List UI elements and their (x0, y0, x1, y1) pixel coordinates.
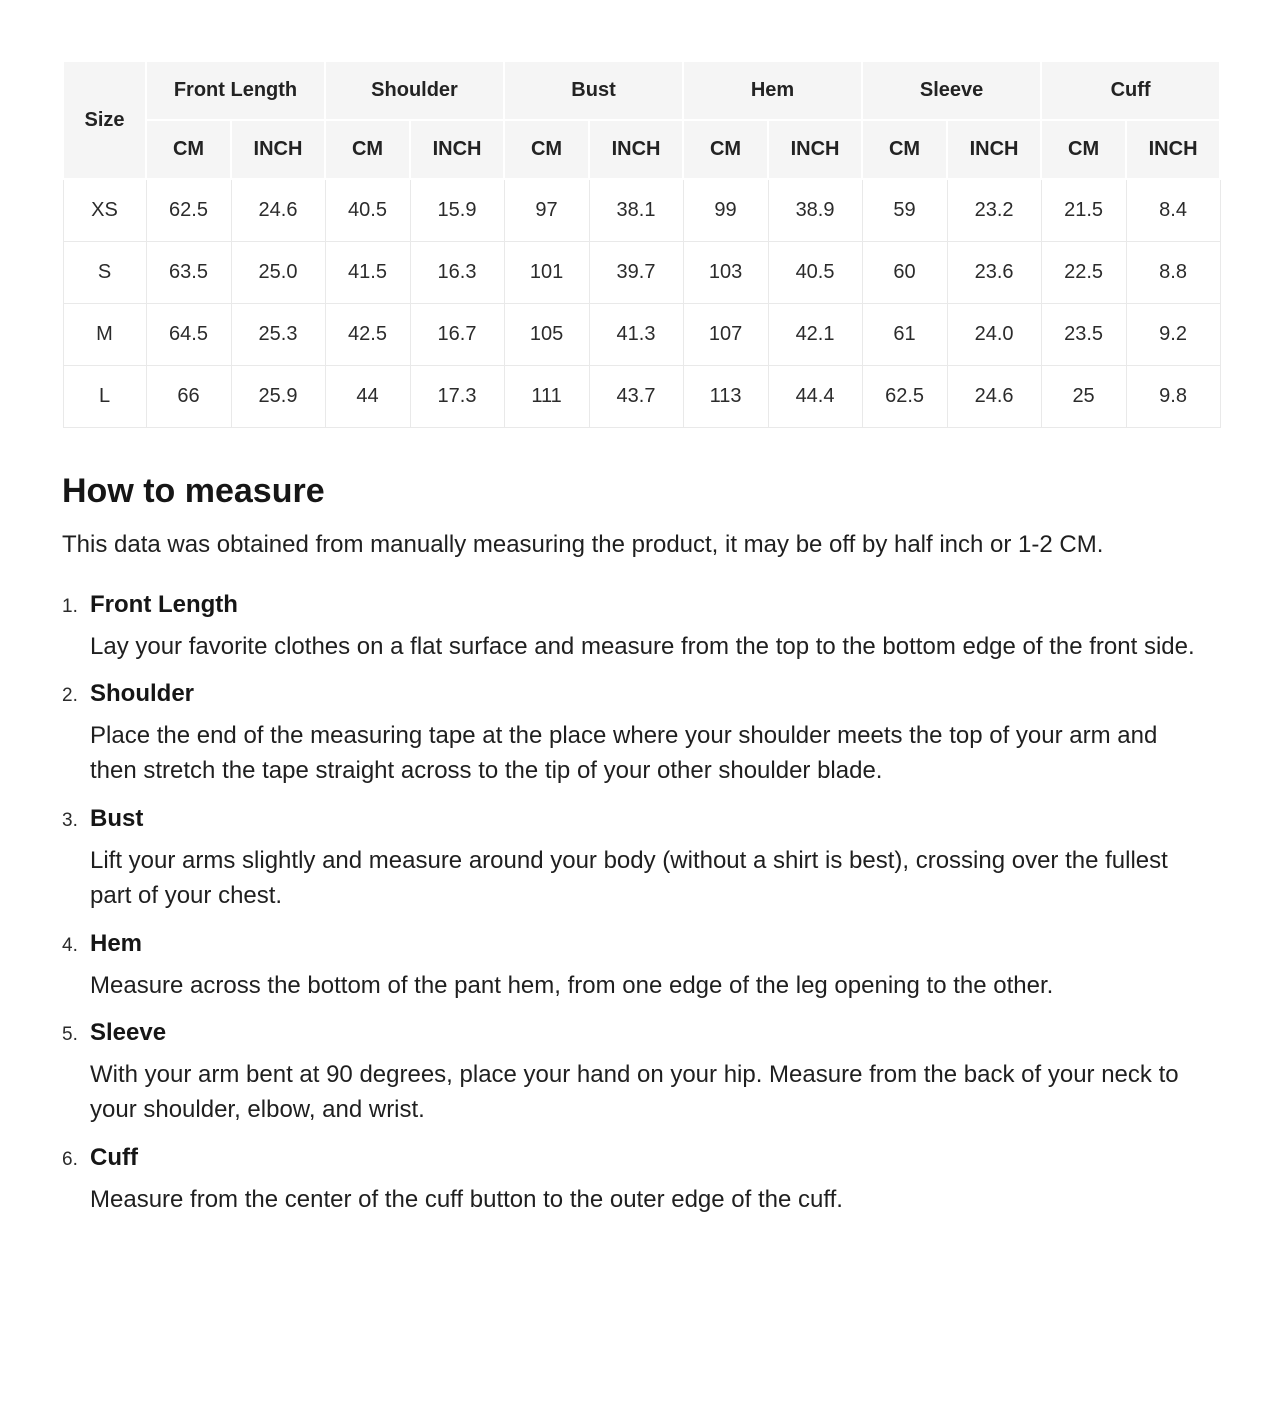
data-cell: 23.6 (947, 242, 1041, 304)
data-cell: 101 (504, 242, 589, 304)
step-header (62, 680, 1219, 708)
size-label-cell: XS (63, 179, 146, 242)
data-cell: 64.5 (146, 304, 231, 366)
size-chart-table (62, 60, 1221, 428)
unit-header-cm: CM (146, 120, 231, 179)
unit-header-cm: CM (504, 120, 589, 179)
unit-header-cm: CM (1041, 120, 1126, 179)
data-cell: 9.2 (1126, 304, 1220, 366)
measure-step-front-length (62, 591, 1219, 665)
size-label-cell: M (63, 304, 146, 366)
measure-step-cuff (62, 1144, 1219, 1218)
data-cell: 24.6 (947, 366, 1041, 428)
measure-intro-text: This data was obtained from manually measuring the product, it may be off by half inch or 1-2 CM. (62, 531, 1104, 558)
data-cell: 62.5 (146, 179, 231, 242)
data-cell: 22.5 (1041, 242, 1126, 304)
table-row (63, 179, 1220, 242)
data-cell: 8.8 (1126, 242, 1220, 304)
data-cell: 111 (504, 366, 589, 428)
group-header-sleeve: Sleeve (862, 61, 1041, 120)
data-cell: 38.9 (768, 179, 862, 242)
data-cell: 103 (683, 242, 768, 304)
data-cell: 38.1 (589, 179, 683, 242)
data-cell: 16.7 (410, 304, 504, 366)
data-cell: 59 (862, 179, 947, 242)
step-header (62, 805, 1219, 833)
size-label-cell: S (63, 242, 146, 304)
unit-header-inch: INCH (589, 120, 683, 179)
step-title: Bust (90, 804, 144, 832)
data-cell: 21.5 (1041, 179, 1126, 242)
step-number: 4. (62, 934, 78, 956)
data-cell: 63.5 (146, 242, 231, 304)
measure-step-shoulder (62, 680, 1219, 789)
group-header-hem: Hem (683, 61, 862, 120)
step-title: Front Length (90, 590, 238, 618)
data-cell: 41.3 (589, 304, 683, 366)
step-number: 1. (62, 595, 78, 617)
data-cell: 113 (683, 366, 768, 428)
step-header (62, 1019, 1219, 1047)
table-row (63, 304, 1220, 366)
step-header (62, 930, 1219, 958)
size-label-cell: L (63, 366, 146, 428)
table-group-header-row (63, 61, 1220, 120)
data-cell: 60 (862, 242, 947, 304)
data-cell: 15.9 (410, 179, 504, 242)
step-header (62, 591, 1219, 619)
step-number: 5. (62, 1024, 78, 1046)
data-cell: 24.0 (947, 304, 1041, 366)
step-description: Lift your arms slightly and measure around your body (without a shirt is best), crossing over the fullest part of your chest. (90, 846, 1168, 909)
data-cell: 41.5 (325, 242, 410, 304)
data-cell: 97 (504, 179, 589, 242)
data-cell: 23.2 (947, 179, 1041, 242)
how-to-measure-heading: How to measure (62, 472, 325, 510)
data-cell: 42.1 (768, 304, 862, 366)
size-column-header: Size (63, 61, 146, 179)
group-header-bust: Bust (504, 61, 683, 120)
unit-header-cm: CM (325, 120, 410, 179)
data-cell: 40.5 (325, 179, 410, 242)
data-cell: 8.4 (1126, 179, 1220, 242)
step-number: 3. (62, 809, 78, 831)
data-cell: 62.5 (862, 366, 947, 428)
group-header-front-length: Front Length (146, 61, 325, 120)
unit-header-inch: INCH (947, 120, 1041, 179)
data-cell: 23.5 (1041, 304, 1126, 366)
data-cell: 16.3 (410, 242, 504, 304)
measure-step-sleeve (62, 1019, 1219, 1128)
unit-header-inch: INCH (231, 120, 325, 179)
data-cell: 24.6 (231, 179, 325, 242)
unit-header-cm: CM (683, 120, 768, 179)
step-title: Cuff (90, 1143, 138, 1171)
step-number: 2. (62, 685, 78, 707)
unit-header-inch: INCH (768, 120, 862, 179)
step-description: With your arm bent at 90 degrees, place your hand on your hip. Measure from the back of your neck to your shoulder, elbow, and wrist. (90, 1061, 1179, 1124)
unit-header-cm: CM (862, 120, 947, 179)
data-cell: 44.4 (768, 366, 862, 428)
data-cell: 66 (146, 366, 231, 428)
data-cell: 99 (683, 179, 768, 242)
data-cell: 9.8 (1126, 366, 1220, 428)
unit-header-inch: INCH (1126, 120, 1220, 179)
data-cell: 25.0 (231, 242, 325, 304)
step-description: Measure across the bottom of the pant hem, from one edge of the leg opening to the other. (90, 971, 1054, 999)
data-cell: 17.3 (410, 366, 504, 428)
step-description: Lay your favorite clothes on a flat surface and measure from the top to the bottom edge of the front side. (90, 632, 1195, 660)
data-cell: 25.9 (231, 366, 325, 428)
measure-steps-list (62, 591, 1219, 1218)
measure-step-hem (62, 930, 1219, 1004)
data-cell: 43.7 (589, 366, 683, 428)
group-header-cuff: Cuff (1041, 61, 1220, 120)
step-description: Measure from the center of the cuff button to the outer edge of the cuff. (90, 1185, 843, 1213)
data-cell: 42.5 (325, 304, 410, 366)
unit-header-inch: INCH (410, 120, 504, 179)
step-number: 6. (62, 1148, 78, 1170)
step-header (62, 1144, 1219, 1172)
measure-step-bust (62, 805, 1219, 914)
data-cell: 25 (1041, 366, 1126, 428)
step-title: Shoulder (90, 680, 195, 708)
data-cell: 61 (862, 304, 947, 366)
step-title: Hem (90, 929, 143, 957)
group-header-shoulder: Shoulder (325, 61, 504, 120)
table-unit-header-row (63, 120, 1220, 179)
table-row (63, 366, 1220, 428)
table-row (63, 242, 1220, 304)
data-cell: 105 (504, 304, 589, 366)
step-title: Sleeve (90, 1019, 167, 1047)
data-cell: 39.7 (589, 242, 683, 304)
data-cell: 44 (325, 366, 410, 428)
step-description: Place the end of the measuring tape at the place where your shoulder meets the top of your arm and then stretch the tape straight across to the tip of your other shoulder blade. (90, 722, 1158, 785)
data-cell: 107 (683, 304, 768, 366)
data-cell: 40.5 (768, 242, 862, 304)
data-cell: 25.3 (231, 304, 325, 366)
